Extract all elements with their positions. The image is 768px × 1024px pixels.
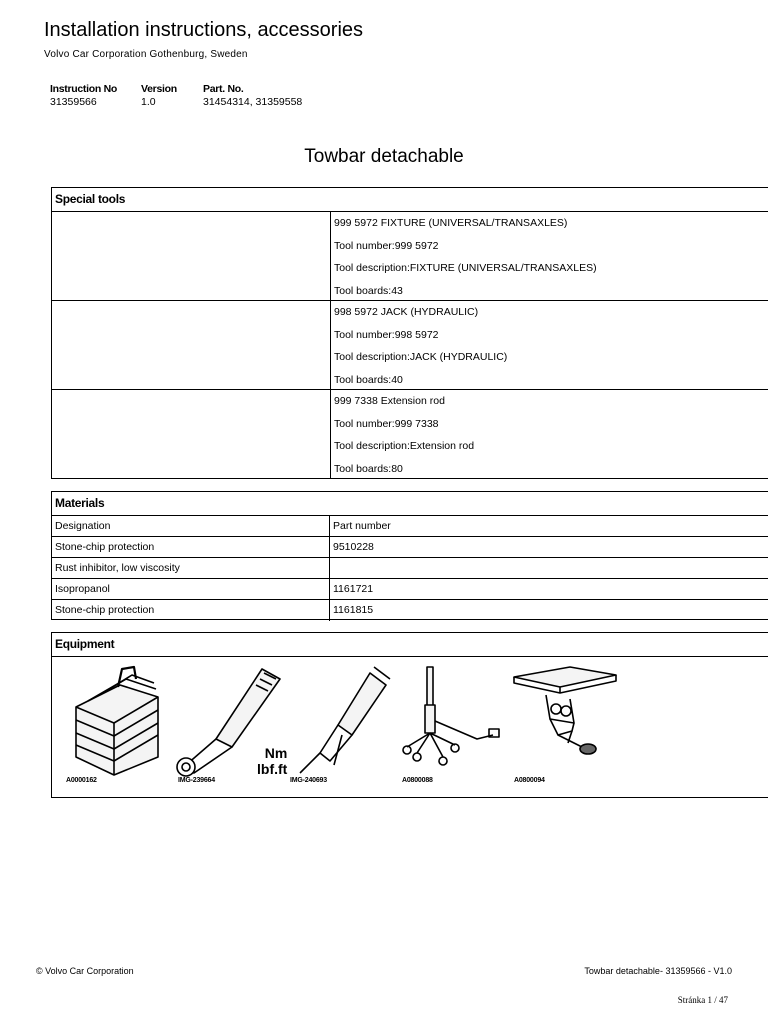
tool-description: Tool description:Extension rod (334, 440, 475, 452)
equipment-code: IMG-240693 (290, 777, 327, 784)
table-row (52, 600, 768, 621)
company-name: Volvo Car Corporation Gothenburg, Sweden (44, 49, 248, 60)
column-header-designation: Designation (52, 516, 330, 536)
page-number: Stránka 1 / 47 (677, 995, 728, 1005)
tool-boards: Tool boards:40 (334, 373, 403, 386)
tool-info (331, 212, 768, 300)
instruction-no-label: Instruction No (50, 83, 117, 95)
designation-cell: Stone-chip protection (52, 600, 330, 621)
toolbox-icon (70, 665, 165, 777)
tool-boards: Tool boards:80 (334, 462, 403, 475)
tool-row (52, 212, 768, 301)
tool-number: Tool number:999 5972 (334, 239, 439, 252)
tool-row (52, 301, 768, 390)
equipment-code: A0800088 (402, 777, 433, 784)
special-tools-heading: Special tools (52, 188, 768, 212)
part-number-cell: 1161721 (333, 583, 374, 595)
tool-name: 998 5972 JACK (HYDRAULIC) (334, 306, 479, 318)
table-row (52, 579, 768, 600)
part-number-cell: 9510228 (333, 541, 374, 553)
torque-unit-nm: Nm (264, 745, 288, 761)
torque-units-label (257, 745, 287, 777)
part-number-cell: 1161815 (333, 604, 374, 616)
footer-copyright: © Volvo Car Corporation (36, 966, 134, 976)
designation-cell: Isopropanol (52, 579, 330, 599)
version-label: Version (141, 83, 177, 95)
tool-description: Tool description:FIXTURE (UNIVERSAL/TRANSAXLES) (334, 262, 597, 274)
version-value: 1.0 (141, 96, 156, 108)
document-title: Installation instructions, accessories (44, 19, 364, 41)
footer-document-ref: Towbar detachable- 31359566 - V1.0 (584, 966, 732, 976)
materials-table (51, 491, 768, 620)
tool-name: 999 5972 FIXTURE (UNIVERSAL/TRANSAXLES) (334, 217, 568, 229)
hydraulic-jack-icon (397, 665, 507, 777)
fixture-icon (510, 665, 630, 777)
tool-image-cell (52, 390, 331, 479)
table-row (52, 558, 768, 579)
tool-boards: Tool boards:43 (334, 284, 403, 297)
part-number-cell (330, 558, 768, 578)
tool-info (331, 301, 768, 389)
tool-name: 999 7338 Extension rod (334, 395, 445, 407)
part-no-value: 31454314, 31359558 (203, 96, 303, 108)
tool-description: Tool description:JACK (HYDRAULIC) (334, 351, 508, 363)
air-tool-icon (290, 665, 395, 777)
tool-image-cell (52, 301, 331, 389)
equipment-heading: Equipment (52, 633, 768, 657)
designation-cell: Stone-chip protection (52, 537, 330, 557)
equipment-code: A0000162 (66, 777, 97, 784)
designation-cell: Rust inhibitor, low viscosity (52, 558, 330, 578)
equipment-images (52, 657, 768, 798)
torque-unit-lbfft: lbf.ft (257, 761, 288, 777)
part-no-label: Part. No. (203, 83, 244, 95)
page-title: Towbar detachable (304, 146, 464, 167)
materials-header-row (52, 516, 768, 537)
tool-image-cell (52, 212, 331, 300)
tool-number: Tool number:998 5972 (334, 328, 439, 341)
table-row (52, 537, 768, 558)
equipment-code: A0800094 (514, 777, 545, 784)
special-tools-table (51, 187, 768, 479)
tool-number: Tool number:999 7338 (334, 417, 439, 430)
equipment-code: IMG-239664 (178, 777, 215, 784)
tool-row (52, 390, 768, 479)
tool-info (331, 390, 768, 479)
materials-heading: Materials (52, 492, 768, 516)
instruction-no-value: 31359566 (50, 96, 97, 108)
equipment-section (51, 632, 768, 798)
column-header-part-number: Part number (333, 520, 391, 532)
